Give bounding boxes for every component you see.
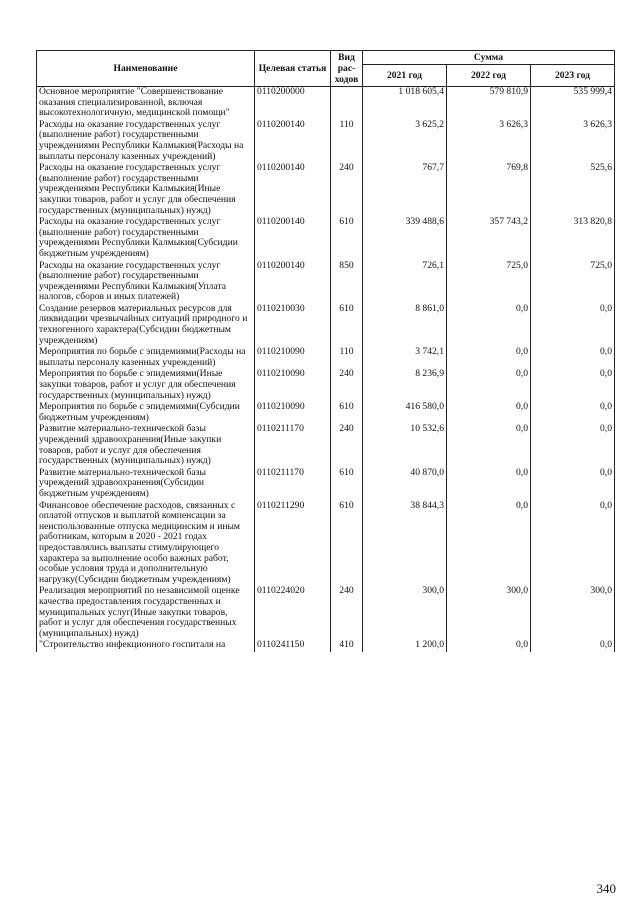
- row-code: 0110200140: [255, 120, 331, 163]
- row-code: 0110200140: [255, 217, 331, 260]
- header-vid: Вид рас-ходов: [331, 51, 363, 87]
- row-value-2021: 3 625,2: [363, 120, 447, 163]
- table-row: [37, 347, 615, 369]
- header-2021: 2021 год: [363, 65, 447, 87]
- row-code: 0110200140: [255, 163, 331, 217]
- page-number: 340: [596, 881, 616, 896]
- table-row: [37, 87, 615, 120]
- row-code: 0110200000: [255, 87, 331, 120]
- row-name: "Строительство инфекционного госпиталя на: [37, 640, 255, 652]
- row-value-2023: 0,0: [531, 468, 615, 501]
- row-value-2023: 535 999,4: [531, 87, 615, 120]
- table-row: [37, 369, 615, 402]
- table-header: [37, 51, 615, 87]
- row-vid: 610: [331, 468, 363, 501]
- row-name: Мероприятия по борьбе с эпидемиями(Иные закупки товаров, работ и услуг для обеспечения государственных (муниципальных) нужд): [37, 369, 255, 402]
- row-value-2023: 0,0: [531, 501, 615, 587]
- row-name: Создание резервов материальных ресурсов для ликвидации чрезвычайных ситуаций природного и техногенного характера(Субсидии бюджетным учреждениям): [37, 304, 255, 347]
- row-name: Расходы на оказание государственных услуг (выполнение работ) государственными учреждениями Республики Калмыкия(Уплата налогов, сборов и иных платежей): [37, 261, 255, 304]
- row-value-2023: 0,0: [531, 347, 615, 369]
- table-body: [37, 87, 615, 652]
- row-value-2023: 725,0: [531, 261, 615, 304]
- table-row: [37, 424, 615, 467]
- header-sum: Сумма: [363, 51, 615, 65]
- row-value-2022: 0,0: [447, 424, 531, 467]
- row-name: Основное мероприятие "Совершенствование оказания специализированной, включая высокотехнологичную, медицинской помощи": [37, 87, 255, 120]
- row-name: Развитие материально-технической базы учреждений здравоохранения(Иные закупки товаров, работ и услуг для обеспечения государственных (муниципальных) нужд): [37, 424, 255, 467]
- row-vid: 610: [331, 304, 363, 347]
- row-value-2021: 8 236,9: [363, 369, 447, 402]
- header-code: Целевая статья: [255, 51, 331, 87]
- row-value-2023: 0,0: [531, 304, 615, 347]
- row-value-2021: 416 580,0: [363, 402, 447, 424]
- row-value-2021: 3 742,1: [363, 347, 447, 369]
- row-code: 0110210090: [255, 347, 331, 369]
- row-value-2023: 313 820,8: [531, 217, 615, 260]
- row-value-2021: 339 488,6: [363, 217, 447, 260]
- row-vid: 240: [331, 424, 363, 467]
- table-row: [37, 261, 615, 304]
- row-value-2021: 1 200,0: [363, 640, 447, 652]
- table-row: [37, 640, 615, 652]
- row-vid: 110: [331, 347, 363, 369]
- row-value-2022: 0,0: [447, 304, 531, 347]
- row-vid: 610: [331, 402, 363, 424]
- row-value-2023: 300,0: [531, 586, 615, 640]
- row-code: 0110241150: [255, 640, 331, 652]
- row-value-2022: 3 626,3: [447, 120, 531, 163]
- row-value-2022: 357 743,2: [447, 217, 531, 260]
- row-code: 0110210090: [255, 402, 331, 424]
- row-name: Финансовое обеспечение расходов, связанных с оплатой отпусков и выплатой компенсации за неиспользованные отпуска медицинским и иным работникам, которым в 2020 - 2021 годах предоставлялись выплаты стимулирующего характера за выполнение особо важных работ, особые условия труда и дополнительную нагрузку(Субсидии бюджетным учреждениям): [37, 501, 255, 587]
- table-row: [37, 217, 615, 260]
- row-value-2022: 0,0: [447, 347, 531, 369]
- row-value-2023: 0,0: [531, 402, 615, 424]
- row-value-2021: 1 018 605,4: [363, 87, 447, 120]
- row-value-2022: 725,0: [447, 261, 531, 304]
- header-name: Наименование: [37, 51, 255, 87]
- row-value-2022: 0,0: [447, 402, 531, 424]
- row-name: Расходы на оказание государственных услуг (выполнение работ) государственными учреждениями Республики Калмыкия(Субсидии бюджетным учреждениям): [37, 217, 255, 260]
- header-2022: 2022 год: [447, 65, 531, 87]
- table-row: [37, 120, 615, 163]
- row-vid: 240: [331, 369, 363, 402]
- table-row: [37, 586, 615, 640]
- row-value-2021: 10 532,6: [363, 424, 447, 467]
- row-vid: 610: [331, 501, 363, 587]
- row-value-2023: 0,0: [531, 369, 615, 402]
- table-row: [37, 163, 615, 217]
- row-code: 0110211170: [255, 468, 331, 501]
- row-name: Расходы на оказание государственных услуг (выполнение работ) государственными учреждениями Республики Калмыкия(Иные закупки товаров, работ и услуг для обеспечения государственных (муниципальных) нужд): [37, 163, 255, 217]
- row-name: Мероприятия по борьбе с эпидемиями(Расходы на выплаты персоналу казенных учреждений): [37, 347, 255, 369]
- row-value-2023: 525,6: [531, 163, 615, 217]
- row-value-2021: 40 870,0: [363, 468, 447, 501]
- header-2023: 2023 год: [531, 65, 615, 87]
- row-value-2022: 300,0: [447, 586, 531, 640]
- row-value-2022: 769,8: [447, 163, 531, 217]
- row-value-2022: 0,0: [447, 640, 531, 652]
- row-vid: 240: [331, 586, 363, 640]
- row-code: 0110224020: [255, 586, 331, 640]
- table-row: [37, 468, 615, 501]
- table-row: [37, 501, 615, 587]
- row-vid: 240: [331, 163, 363, 217]
- row-value-2023: 0,0: [531, 424, 615, 467]
- row-value-2022: 0,0: [447, 468, 531, 501]
- row-code: 0110211290: [255, 501, 331, 587]
- row-value-2021: 38 844,3: [363, 501, 447, 587]
- row-value-2021: 767,7: [363, 163, 447, 217]
- row-vid: [331, 87, 363, 120]
- row-code: 0110211170: [255, 424, 331, 467]
- row-code: 0110200140: [255, 261, 331, 304]
- row-code: 0110210090: [255, 369, 331, 402]
- table-row: [37, 304, 615, 347]
- row-value-2022: 0,0: [447, 501, 531, 587]
- row-vid: 410: [331, 640, 363, 652]
- row-value-2023: 0,0: [531, 640, 615, 652]
- row-name: Мероприятия по борьбе с эпидемиями(Субсидии бюджетным учреждениям): [37, 402, 255, 424]
- budget-table: [36, 50, 615, 652]
- row-value-2022: 579 810,9: [447, 87, 531, 120]
- row-value-2021: 300,0: [363, 586, 447, 640]
- row-code: 0110210030: [255, 304, 331, 347]
- row-name: Расходы на оказание государственных услуг (выполнение работ) государственными учреждениями Республики Калмыкия(Расходы на выплаты персоналу казенных учреждений): [37, 120, 255, 163]
- row-value-2022: 0,0: [447, 369, 531, 402]
- row-vid: 850: [331, 261, 363, 304]
- row-value-2023: 3 626,3: [531, 120, 615, 163]
- table-row: [37, 402, 615, 424]
- row-name: Реализация мероприятий по независимой оценке качества предоставления государственных и муниципальных услуг(Иные закупки товаров, работ и услуг для обеспечения государственных (муниципальных) нужд): [37, 586, 255, 640]
- row-name: Развитие материально-технической базы учреждений здравоохранения(Субсидии бюджетным учреждениям): [37, 468, 255, 501]
- row-vid: 610: [331, 217, 363, 260]
- row-value-2021: 8 861,0: [363, 304, 447, 347]
- row-vid: 110: [331, 120, 363, 163]
- row-value-2021: 726,1: [363, 261, 447, 304]
